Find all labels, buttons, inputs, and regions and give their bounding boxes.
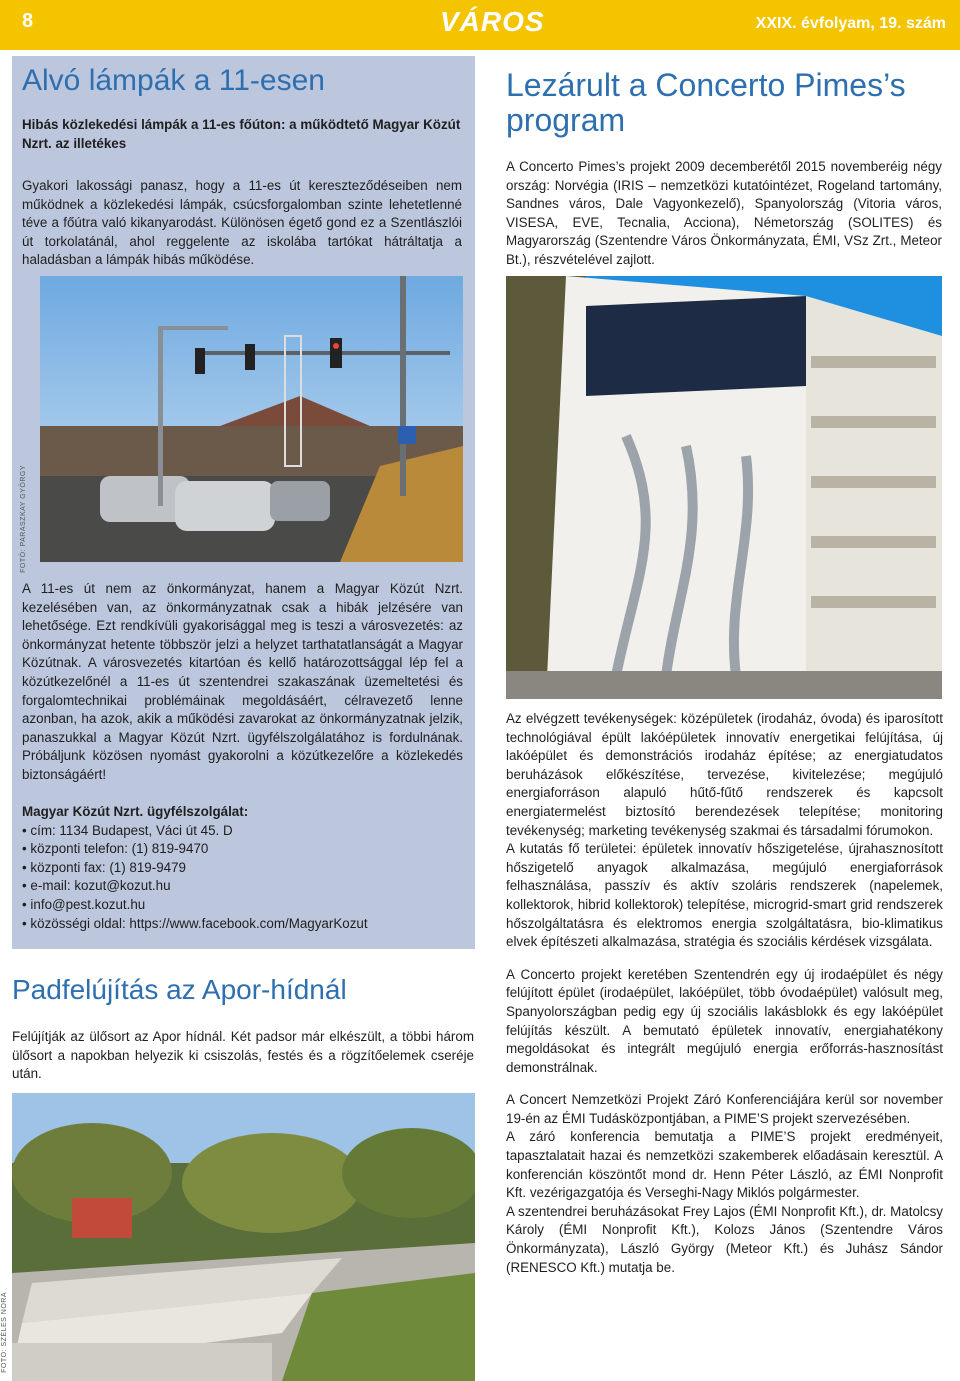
contact-title: Magyar Közút Nzrt. ügyfélszolgálat:: [22, 804, 249, 819]
contact-phone: • központi telefon: (1) 819-9470: [22, 840, 463, 859]
contact-info: [22, 803, 463, 933]
photo-benches: [12, 1093, 475, 1381]
contact-email-2[interactable]: • info@pest.kozut.hu: [22, 896, 463, 915]
concerto-paragraph-closing: A záró konferencia bemutatja a PIME’S projekt eredményeit, tapasztalatait hazai és nemzetközi szakemberek előadásain keresztül. A konferencián köszöntőt mond dr. Henn Péter László, az ÉMI Nonprofit Kft. vezérigazgatója és Verseghi-Nagy Miklós polgármester.: [506, 1129, 943, 1201]
photo-traffic-lights: [40, 276, 463, 562]
page-number: 8: [22, 10, 34, 32]
article-intro: Gyakori lakossági panasz, hogy a 11-es út kereszteződéseiben nem működnek a közlekedési lámpák, csúcsforgalomban szinte lehetetlenné téve a főútra való kikanyarodást. Különösen égető gond ez a Szentlászlói út torkolatánál, ahol reggelente az iskolába tartókat hátráltatja a haladásban a lámpák hibás működése.: [22, 178, 462, 268]
concerto-paragraph-projects: A Concerto projekt keretében Szentendrén egy új irodaépület és négy felújított épület (irodaépület, lakóépület, több óvodaépület) valósult meg, Spanyolországban pedig egy új szociális lakásblokk és egy lakóépület felújítás készült. A bemutató épületek innovatív, energiahatékony megoldásokat és integrált megújuló energia erőforrás-hasznosítást demonstrálnak.: [506, 966, 943, 1075]
article-title-bench: Padfelújítás az Apor-hídnál: [12, 974, 347, 1005]
contact-social[interactable]: • közösségi oldal: https://www.facebook.com/MagyarKozut: [22, 915, 463, 934]
contact-list: [22, 822, 463, 934]
article-lead: Hibás közlekedési lámpák a 11-es főúton: a működtető Magyar Közút Nzrt. az illetékes: [22, 117, 461, 151]
concerto-paragraph-conference: A Concert Nemzetközi Projekt Záró Konferenciájára kerül sor november 19-én az ÉMI Tudásközpontjában, a PIME’S projekt szervezésében.: [506, 1092, 943, 1126]
paragraph-gap: [506, 952, 943, 966]
article-body-concerto: [506, 710, 943, 1277]
masthead-logo: VÁROS: [440, 6, 545, 37]
concerto-paragraph-activities: Az elvégzett tevékenységek: középületek (irodaház, óvoda) és iparosított technológiával épült lakóépületek innovatív energetikai felújítása, új lakóépület és demonstrációs irodaház építése; az energiatudatos beruházások előkészítése, tervezése, kivitelezése; megújuló energiaforráson alapuló hűtő-fűtő rendszerek és kapcsolt energiatermelést biztosító berendezések telepítése; monitoring tevékenység; marketing tevékenység szakmai és társadalmi fórumokon.: [506, 711, 943, 838]
contact-email[interactable]: • e-mail: kozut@kozut.hu: [22, 877, 463, 896]
article-intro-concerto: A Concerto Pimes’s projekt 2009 decemberétől 2015 novemberéig négy ország: Norvégia (IRIS – nemzetközi kutatóintézet, Rogeland tartomány, Sandnes város, Dale Vagyonkezelő), Spanyolország (Vitoria város, VISESA, EVE, Tecnalia, Acciona), Németország (SOLITES) és Magyarország (Szentendre Város Önkormányzata, ÉMI, VSz Zrt., Meteor Bt.), részvételével zajlott.: [506, 159, 942, 267]
article-title-concerto: Lezárult a Concerto Pimes’s program: [506, 67, 906, 139]
article-body-bench: Felújítják az ülősort az Apor hídnál. Két padsor már elkészült, a többi három ülősort a napokban helyezik ki csiszolás, festés és a rögzítőelemek cseréje után.: [12, 1029, 474, 1082]
photo-credit-2: FOTÓ: SZÉLES NÓRA: [1, 1292, 8, 1373]
paragraph-gap: [506, 1077, 943, 1091]
photo-credit-1: FOTÓ: PARASZKAY GYÖRGY: [20, 465, 27, 573]
contact-fax: • központi fax: (1) 819-9479: [22, 859, 463, 878]
issue-info: XXIX. évfolyam, 19. szám: [755, 15, 946, 32]
photo-building: [506, 276, 942, 699]
page-header: [0, 0, 960, 50]
concerto-paragraph-presenters: A szentendrei beruházásokat Frey Lajos (ÉMI Nonprofit Kft.), dr. Matolcsy Károly (ÉMI Nonprofit Kft.), Kolozs János (Szentendre Város Önkormányzata), László György (Meteor Kft.) és Juhász Sándor (RENESCO Kft.) mutatja be.: [506, 1203, 943, 1275]
article-title-traffic-lights: Alvó lámpák a 11-esen: [22, 64, 325, 97]
concerto-paragraph-research: A kutatás fő területei: épületek innovatív hőszigetelése, újrahasznosított hőszigetelő anyagok alkalmazása, megújuló energiaforrások felhasználása, passzív és aktív szoláris rendszerek (napelemek, kollektorok, hibrid kollektorok) telepítése, microgrid-smart grid rendszerek hőszolgáltatásra és elektromos energia szolgáltatásra, bio-klimatikus elvek építészeti alkalmazása, stratégia és szociális kérdések vizsgálata.: [506, 841, 943, 950]
contact-address: • cím: 1134 Budapest, Váci út 45. D: [22, 822, 463, 841]
article-body-traffic-lights: A 11-es út nem az önkormányzat, hanem a Magyar Közút Nzrt. kezelésében van, az önkormányzatnak csak a hibák jelzésére van lehetősége. Ezt rendkívüli gyakorisággal meg is teszi a városvezetés: az önkormányzat hetente többször jelzi a helyzet tarthatatlanságát a Magyar Közútnak. A városvezetés kitartóan és kellő határozottsággal lép fel a közútkezelőnél a 11-es út szentendrei szakaszának üzemeltetési és forgalomtechnikai problémáinak megoldásáért, célravezető lenne azonban, ha azok, akik a működési zavarokat az önkormányzatnak jelzik, panaszukkal a Magyar Közút Nzrt. ügyfélszolgálatához is fordulnának. Próbáljunk közösen nyomást gyakorolni a közútkezelőre a közlekedés biztonságáért!: [22, 581, 463, 782]
